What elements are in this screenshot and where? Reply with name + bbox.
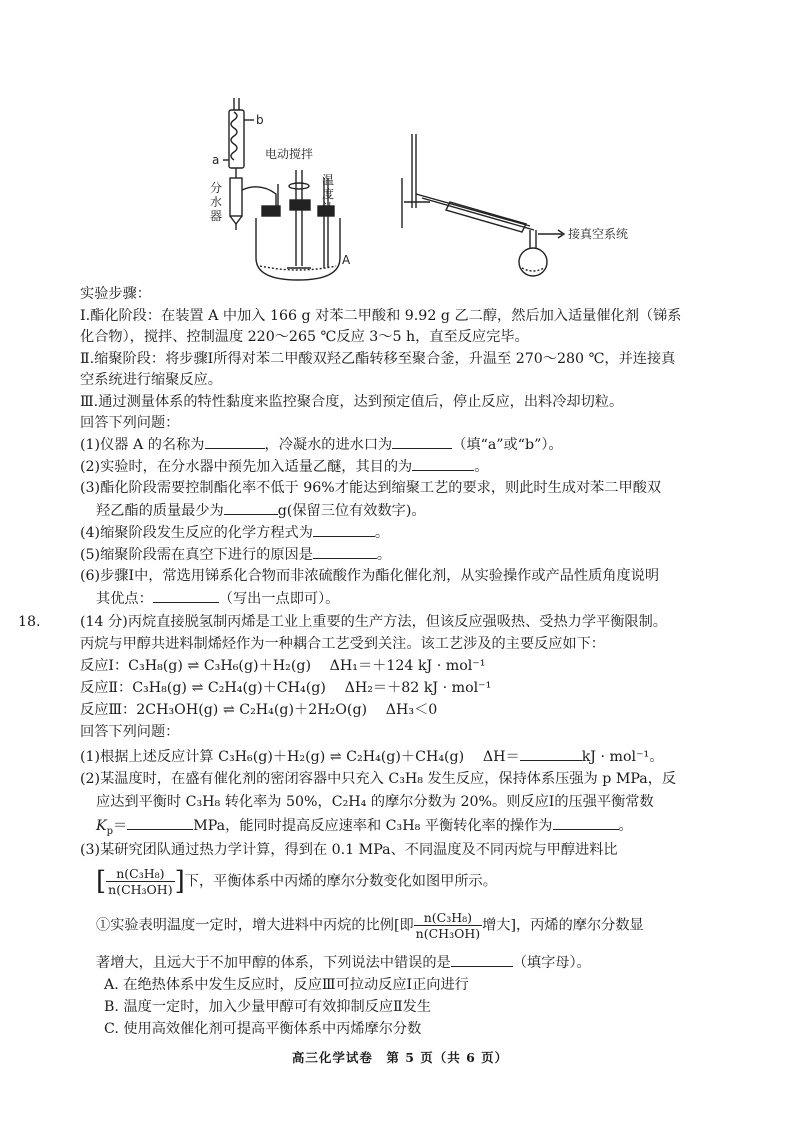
q17-part5 xyxy=(80,544,391,565)
answer-blank[interactable] xyxy=(127,815,193,830)
q18-part2-text-d: 。 xyxy=(618,818,633,834)
label-b: b xyxy=(256,113,264,127)
steps-heading: 实验步骤： xyxy=(80,286,151,302)
answer-blank[interactable] xyxy=(392,434,452,449)
kp-symbol: K xyxy=(96,818,107,834)
fraction-numerator: n(C₃H₈) xyxy=(414,910,482,926)
q17-answer-prompt: 回答下列问题： xyxy=(80,415,180,431)
vacuum-apparatus xyxy=(402,134,564,276)
q17-part1-text-a: (1)仪器 A 的名称为 xyxy=(80,437,205,453)
q18-part3-line1: (3)某研究团队通过热力学计算，得到在 0.1 MPa、不同温度及不同丙烷与甲醇进料比 xyxy=(80,842,618,858)
q17-part2-text-a: (2)实验时，在分水器中预先加入适量乙醚，其目的为 xyxy=(80,459,413,475)
q17-part3-line2 xyxy=(96,500,426,521)
q18-part3-text: 下，平衡体系中丙烯的摩尔分数变化如图甲所示。 xyxy=(184,873,497,890)
apparatus-figure xyxy=(190,98,660,288)
water-separator xyxy=(230,178,278,230)
step2-line1: Ⅱ.缩聚阶段：将步骤Ⅰ所得对苯二甲酸双羟乙酯转移至聚合釜，升温至 270～280 ℃，并连接真 xyxy=(80,351,676,367)
option-c: C. 使用高效催化剂可提高平衡体系中丙烯摩尔分数 xyxy=(104,1021,422,1037)
q18-sub1-text-b: 增大]，丙烯的摩尔分数显 xyxy=(482,917,644,934)
q17-part1-text-b: ，冷凝水的进水口为 xyxy=(264,437,393,453)
feed-ratio-fraction-2 xyxy=(414,910,482,941)
q17-part6-line1: (6)步骤Ⅰ中，常选用锑系化合物而非浓硫酸作为酯化催化剂，从实验操作或产品性质角度说明 xyxy=(80,568,660,584)
q17-part3-text-b: g(保留三位有效数字)。 xyxy=(277,503,426,519)
answer-blank[interactable] xyxy=(520,746,582,761)
q17-part4-text-a: (4)缩聚阶段发生反应的化学方程式为 xyxy=(80,525,313,541)
answer-blank[interactable] xyxy=(153,588,219,603)
fraction-numerator: n(C₃H₈) xyxy=(106,866,174,882)
label-vacuum: 接真空系统 xyxy=(568,227,629,241)
step1-line1: Ⅰ.酯化阶段：在装置 A 中加入 166 g 对苯二甲酸和 9.92 g 乙二醇，然后加入适量催化剂（锑系 xyxy=(80,308,682,324)
q18-part1-text-b: kJ · mol⁻¹。 xyxy=(581,749,664,765)
step2-line2: 空系统进行缩聚反应。 xyxy=(80,372,222,388)
fraction-denominator: n(CH₃OH) xyxy=(108,882,173,897)
answer-blank[interactable] xyxy=(205,434,265,449)
q18-sub1-text-d: （填字母）。 xyxy=(512,955,591,971)
q18-number: 18. xyxy=(18,614,41,630)
label-separator-1: 分 xyxy=(210,181,223,195)
q18-intro-line2: 丙烷与甲醇共进料制烯烃作为一种耦合工艺受到关注。该工艺涉及的主要反应如下： xyxy=(80,636,605,652)
q17-part2-text-b: 。 xyxy=(474,459,489,475)
answer-blank[interactable] xyxy=(553,815,619,830)
option-a: A. 在绝热体系中发生反应时，反应Ⅲ可拉动反应Ⅰ正向进行 xyxy=(104,977,469,993)
kp-subscript: p xyxy=(106,825,114,837)
label-thermo-3: 计 xyxy=(322,201,335,215)
answer-blank[interactable] xyxy=(224,500,278,515)
q17-part1-text-c: （填“a”或“b”）。 xyxy=(452,437,563,453)
label-separator-3: 器 xyxy=(210,209,223,223)
step3-line1: Ⅲ.通过测量体系的特性黏度来监控聚合度，达到预定值后，停止反应，出料冷却切粒。 xyxy=(80,394,624,410)
q18-sub1-line1 xyxy=(96,910,644,941)
label-separator-2: 水 xyxy=(210,195,223,209)
label-a: a xyxy=(212,153,220,167)
label-thermo-1: 温 xyxy=(322,173,335,187)
option-b: B. 温度一定时，加入少量甲醇可有效抑制反应Ⅱ发生 xyxy=(104,999,432,1015)
q18-sub1-text-c: 著增大，且远大于不加甲醇的体系，下列说法中错误的是 xyxy=(96,955,451,971)
feed-ratio-fraction xyxy=(106,866,174,897)
q18-answer-prompt: 回答下列问题： xyxy=(80,724,180,740)
q18-part2-line2: 应达到平衡时 C₃H₈ 转化率为 50%，C₂H₄ 的摩尔分数为 20%。则反应Ⅰ的压强平衡常数 xyxy=(96,794,654,810)
label-stirrer: 电动搅拌 xyxy=(265,147,314,161)
reaction-3: 反应Ⅲ：2CH₃OH(g) ⇌ C₂H₄(g)＋2H₂O(g) ΔH₃＜0 xyxy=(80,702,438,718)
electric-stirrer xyxy=(287,170,311,268)
bracket-right: ] xyxy=(174,866,185,897)
page-footer: 高三化学试卷 第 5 页（共 6 页） xyxy=(291,1050,509,1065)
label-thermo-2: 度 xyxy=(322,187,335,201)
answer-blank[interactable] xyxy=(412,456,474,471)
label-A: A xyxy=(342,253,351,267)
q18-part2-line1: (2)某温度时，在盛有催化剂的密闭容器中只充入 C₃H₈ 发生反应，保持体系压强为 p MPa，反 xyxy=(80,771,677,787)
answer-blank[interactable] xyxy=(451,952,513,967)
q17-part4-text-b: 。 xyxy=(374,525,390,541)
q17-part5-text-a: (5)缩聚阶段需在真空下进行的原因是 xyxy=(80,547,313,563)
q18-part1-text-a: (1)根据上述反应计算 C₃H₆(g)＋H₂(g) ⇌ C₂H₄(g)＋CH₄(g) ΔH＝ xyxy=(80,749,520,765)
q17-part1 xyxy=(80,434,563,455)
q18-part2-text-c: MPa，能同时提高反应速率和 C₃H₈ 平衡转化率的操作为 xyxy=(193,818,553,834)
condenser xyxy=(223,98,254,178)
q17-part4 xyxy=(80,522,389,543)
step1-line2: 化合物），搅拌、控制温度 220～265 ℃反应 3～5 h，直至反应完毕。 xyxy=(80,329,529,345)
reaction-2: 反应Ⅱ：C₃H₈(g) ⇌ C₂H₄(g)＋CH₄(g) ΔH₂＝＋82 kJ · mol⁻¹ xyxy=(80,680,492,696)
reaction-1: 反应Ⅰ：C₃H₈(g) ⇌ C₃H₆(g)＋H₂(g) ΔH₁＝＋124 kJ · mol⁻¹ xyxy=(80,658,486,674)
q17-part2 xyxy=(80,456,488,477)
bracket-left: [ xyxy=(96,866,107,897)
q18-sub1-text-a: ①实验表明温度一定时，增大进料中丙烷的比例[即 xyxy=(96,917,414,934)
q17-part6-line2 xyxy=(96,588,339,609)
q18-intro-line1: (14 分)丙烷直接脱氢制丙烯是工业上重要的生产方法，但该反应强吸热、受热力学平衡限制。 xyxy=(80,614,667,630)
kp-equals: ＝ xyxy=(113,818,128,834)
answer-blank[interactable] xyxy=(313,544,377,559)
q17-part6-text-b: （写出一点即可）。 xyxy=(218,591,340,607)
q17-part3-text-a: 羟乙酯的质量最少为 xyxy=(96,503,224,519)
q18-part1 xyxy=(80,746,663,767)
answer-blank[interactable] xyxy=(313,522,375,537)
q17-part3-line1: (3)酯化阶段需要控制酯化率不低于 96%才能达到缩聚工艺的要求，则此时生成对苯二甲酸双 xyxy=(80,480,662,496)
q18-part2-line3 xyxy=(96,815,633,842)
q18-sub1-line2 xyxy=(96,952,591,973)
fraction-denominator: n(CH₃OH) xyxy=(415,926,481,941)
q17-part6-text-a: 其优点： xyxy=(96,591,153,607)
q17-part5-text-b: 。 xyxy=(376,547,392,563)
q18-part3-line2 xyxy=(96,866,497,897)
